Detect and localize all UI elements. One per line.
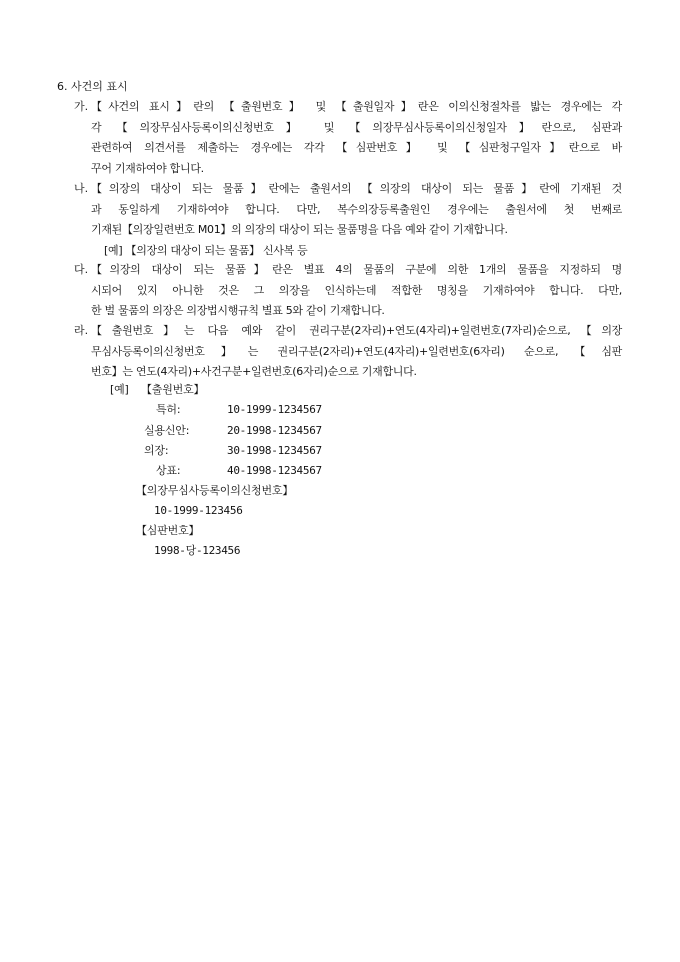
opposition-number-value: 10-1999-123456	[154, 504, 243, 517]
paragraph-line: 【의장의 대상이 되는 물품】란은 별표 4의 물품의 구분에 의한 1개의 물품을 지정하되 명	[91, 263, 622, 276]
paragraph-line: 각 【의장무심사등록이의신청번호】 및 【의장무심사등록이의신청일자】란으로, 심판과	[91, 120, 622, 134]
paragraph-line: 꾸어 기재하여야 합니다.	[91, 161, 204, 175]
paragraph-line: 시되어 있지 아니한 것은 그 의장을 인식하는데 적합한 명칭을 기재하여야 합니다. 다만,	[91, 283, 622, 297]
item-marker: 나.	[74, 182, 89, 195]
example-row-value: 30-1998-1234567	[227, 444, 322, 457]
list-item-na	[74, 179, 622, 261]
example-row-label: 상표:	[156, 464, 181, 477]
list-item-ga	[74, 97, 622, 179]
paragraph-line: 【사건의 표시】란의 【출원번호】 및 【출원일자】란은 이의신청절차를 밟는 경우에는 각	[91, 100, 622, 113]
example-marker: [예]	[110, 383, 129, 396]
item-marker: 가.	[74, 100, 89, 113]
example-row-label: 의장:	[144, 444, 169, 457]
example-line: [예] 【의장의 대상이 되는 물품】 신사복 등	[104, 243, 308, 257]
example-row-value: 20-1998-1234567	[227, 424, 322, 437]
paragraph-line: 번호】는 연도(4자리)+사건구분+일련번호(6자리)순으로 기재합니다.	[91, 365, 417, 378]
opposition-number-header: 【의장무심사등록이의신청번호】	[136, 484, 294, 497]
example-row-value: 10-1999-1234567	[227, 403, 322, 416]
example-row-value: 40-1998-1234567	[227, 464, 322, 477]
example-row-label: 실용신안:	[144, 424, 190, 437]
list-item-da	[74, 260, 622, 322]
paragraph-line: 과 동일하게 기재하여야 합니다. 다만, 복수의장등록출원인 경우에는 출원서에 첫 번째로	[91, 202, 622, 216]
paragraph-line: 한 벌 물품의 의장은 의장법시행규칙 별표 5와 같이 기재합니다.	[91, 304, 385, 317]
item-marker: 라.	[74, 324, 89, 337]
paragraph-line: 기재된【의장일련번호 M01】의 의장의 대상이 되는 물품명을 다음 예와 같이 기재합니다.	[91, 223, 508, 236]
list-item-ra	[74, 321, 622, 383]
paragraph-line: 【출원번호】는 다음 예와 같이 권리구분(2자리)+연도(4자리)+일련번호(7자리)순으로,【의장	[91, 324, 622, 337]
item-marker: 다.	[74, 263, 89, 276]
trial-number-value: 1998-당-123456	[154, 544, 241, 557]
section-heading: 6. 사건의 표시	[57, 80, 128, 93]
application-number-header: 【출원번호】	[141, 383, 205, 396]
paragraph-line: 관련하여 의견서를 제출하는 경우에는 각각 【심판번호】 및 【심판청구일자】란으로 바	[91, 141, 622, 154]
example-row-label: 특허:	[156, 403, 181, 416]
paragraph-line: 무심사등록이의신청번호】는 권리구분(2자리)+연도(4자리)+일련번호(6자리) 순으로,【심판	[91, 344, 622, 358]
trial-number-header: 【심판번호】	[136, 524, 200, 537]
paragraph-line: 【의장의 대상이 되는 물품】란에는 출원서의 【의장의 대상이 되는 물품】란에 기재된 것	[91, 182, 622, 195]
